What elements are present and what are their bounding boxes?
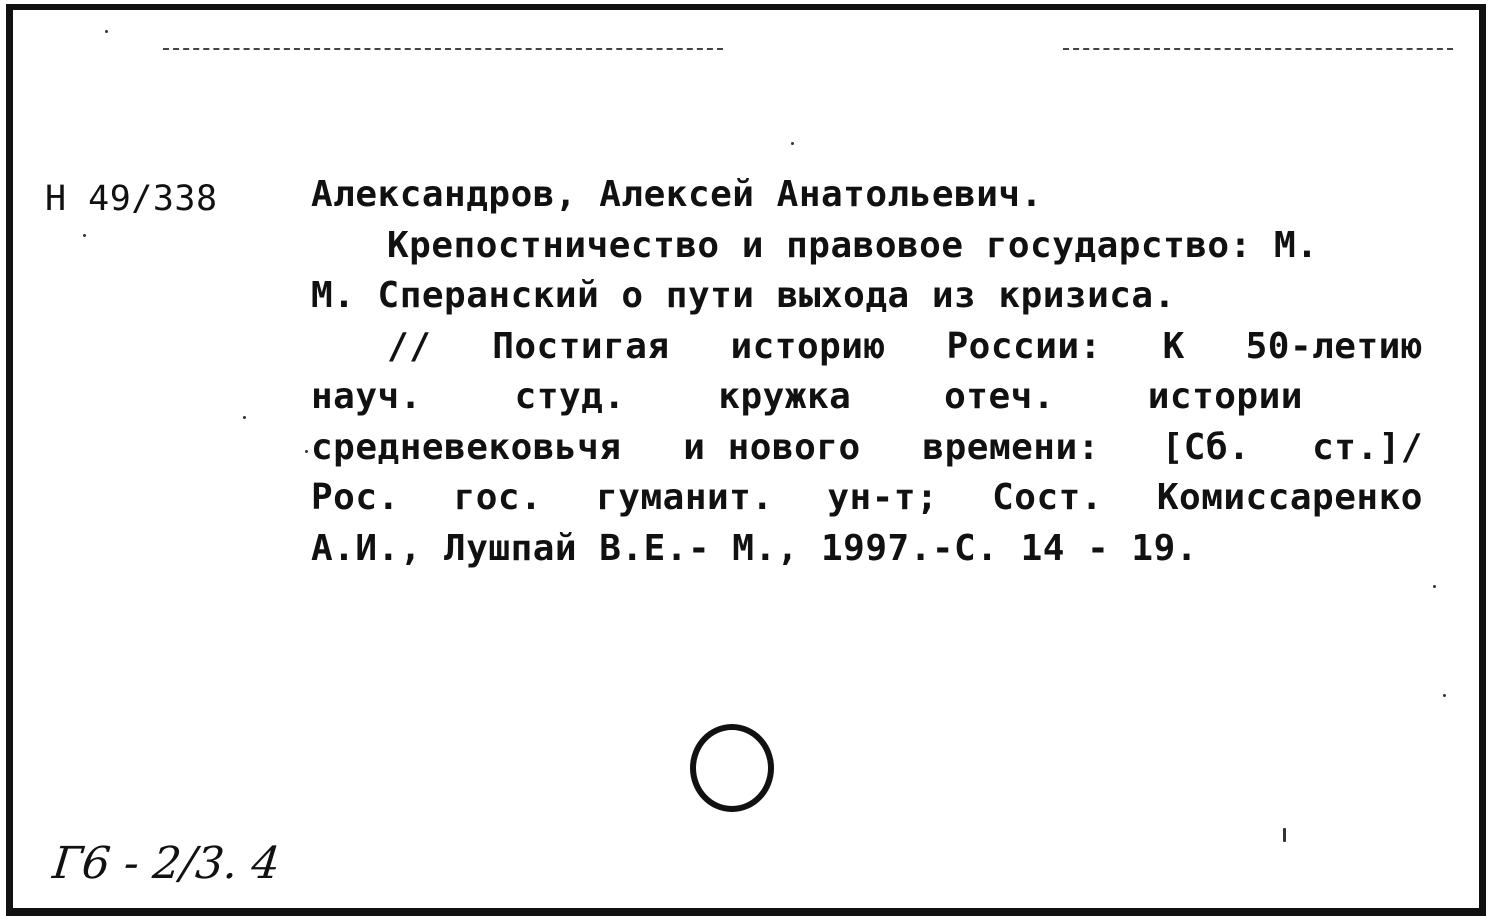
source-line-3 [311,423,1423,474]
source-word: Сост. [992,477,1103,518]
source-word: ун-т; [827,477,939,518]
speck [791,142,794,145]
top-dashed-rule-right [1063,48,1453,50]
source-word: России: [946,325,1102,367]
title-line-2: М. Сперанский о пути выхода из кризиса. [311,275,1176,316]
speck [1433,585,1436,588]
source-word: истории [1147,376,1303,417]
source-line-2 [311,372,1423,423]
source-word: Комиссаренко [1156,477,1423,518]
source-word: 50-летию [1245,325,1423,367]
source-word: гос. [453,477,543,518]
source-word: и нового [683,426,861,468]
source-word: Постигая [492,325,670,367]
speck [243,416,246,419]
source-word: // [387,325,432,367]
catalog-card [6,4,1486,916]
source-word: средневековьчя [311,426,622,468]
handwritten-note: Г6 - 2/3. 4 [50,838,283,889]
source-word: студ. [514,376,626,417]
speck [1283,828,1286,842]
source-word: науч. [311,376,422,417]
speck [105,30,108,33]
source-word: К [1162,325,1185,367]
speck [305,450,308,453]
source-word: историю [730,325,886,367]
source-word: [Сб. [1161,426,1251,468]
speck [1443,694,1446,697]
shelfmark: Н 49/338 [45,179,218,219]
speck [83,234,86,237]
source-line-1 [311,322,1423,373]
source-word: ст.]/ [1312,426,1423,468]
source-line-4 [311,473,1423,524]
author-heading: Александров, Алексей Анатольевич. [311,174,1043,215]
source-word: Рос. [311,477,400,518]
source-word: гуманит. [596,477,774,518]
title-line-1: Крепостничество и правовое государство: М. [387,224,1319,266]
source-line-5: А.И., Лушпай В.Е.- М., 1997.-С. 14 - 19. [311,527,1198,569]
source-word: отеч. [944,376,1055,417]
bibliographic-entry [311,170,1423,574]
top-dashed-rule [163,48,723,50]
source-word: кружка [718,376,852,417]
source-word: времени: [922,426,1100,468]
punch-hole [690,724,774,812]
